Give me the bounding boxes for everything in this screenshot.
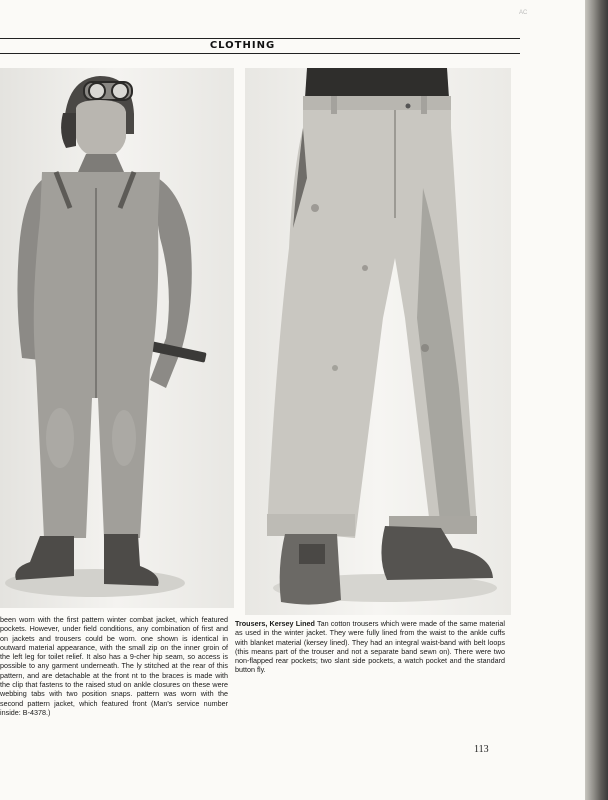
caption-trousers-title: Trousers, Kersey Lined <box>235 619 315 628</box>
caption-trousers <box>235 619 505 675</box>
caption-trousers-body: Tan cotton trousers which were made of the same material as used in the winter jacket. They were fully lined from the waist to the ankle cuffs with blanket material (kersey lined). They had an integral waist-band with belt loops (this means part of the trouser and not a separate band sewn on). There were two non-flapped rear pockets; two slant side pockets, a watch pocket and the standard button fly. <box>235 619 505 675</box>
photo-trousers <box>245 68 511 615</box>
header-rule-top <box>0 38 520 39</box>
photo-overalls <box>0 68 234 608</box>
header-rule-bottom <box>0 53 520 54</box>
trousers-illustration <box>245 68 511 615</box>
page-number: 113 <box>474 744 489 755</box>
page-header-title: CLOTHING <box>209 40 276 51</box>
corner-pencil-mark: AC <box>519 10 528 16</box>
overalls-illustration <box>0 68 234 608</box>
book-page-edge <box>585 0 608 800</box>
caption-overalls: been worn with the first pattern winter combat jacket, which featured pockets. However, under field conditions, any combination of first and on jackets and trousers could be worn. one shown is identical in outward material appearance, with the small zip on the inner groin of the left leg for toilet relief. It also has a 9-cher hip seam, so access is possible to any garment underneath. The ly stitched at the rear of this pattern, and are detachable at the front nt to the braces is made with the clip that fastens to the raised stud on ankle closures on these were webbing tabs with two position snaps. pattern was worn with the second pattern jacket, which featured front (Man's service number inside: B-4378.) <box>0 615 228 717</box>
